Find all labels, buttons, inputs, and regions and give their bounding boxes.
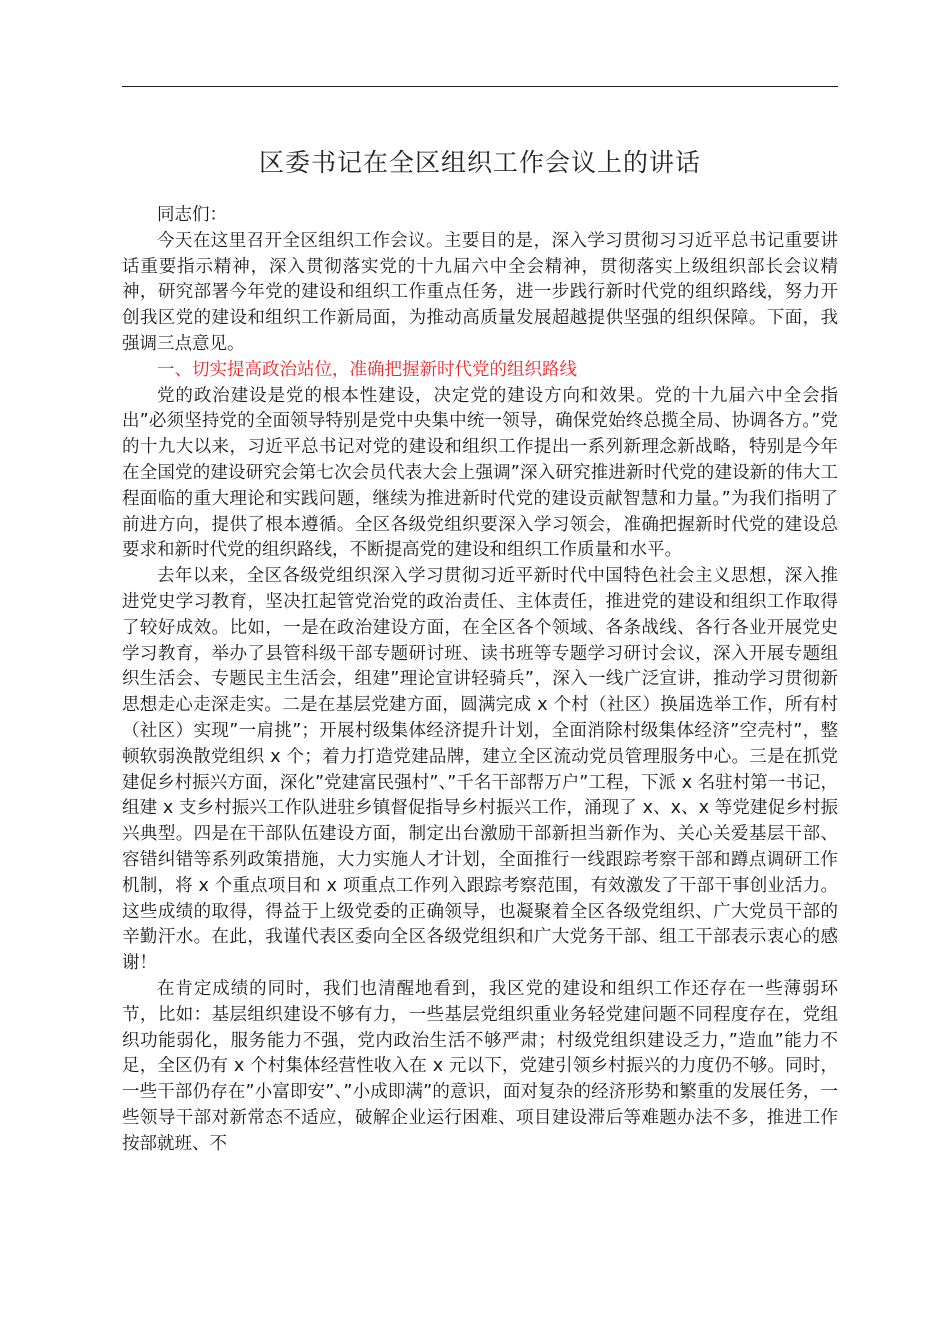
document-body: [122, 203, 838, 1157]
document-title: 区委书记在全区组织工作会议上的讲话: [258, 148, 701, 177]
salutation: 同志们：: [157, 205, 227, 225]
paragraph: 在肯定成绩的同时，我们也清醒地看到，我区党的建设和组织工作还存在一些薄弱环节，比如：基层组织建设不够有力，一些基层党组织重业务轻党建问题不同程度存在，党组织功能弱化，服务能力不强，党内政治生活不够严肃；村级党组织建设乏力，”造血”能力不足，全区仍有 x 个村集体经营性收入在 x 元以下，党建引领乡村振兴的力度仍不够。同时，一些干部仍存在”小富即安”、”小成即满”的意识，面对复杂的经济形势和繁重的发展任务，一些领导干部对新常态不适应，破解企业运行困难、项目建设滞后等难题办法不多，推进工作按部就班、不: [122, 978, 838, 1154]
paragraph: 党的政治建设是党的根本性建设，决定党的建设方向和效果。党的十九届六中全会指出”必须坚持党的全面领导特别是党中央集中统一领导，确保党始终总揽全局、协调各方。”党的十九大以来，习近平总书记对党的建设和组织工作提出一系列新理念新战略，特别是今年在全国党的建设研究会第七次会员代表大会上强调”深入研究推进新时代党的建设新的伟大工程面临的重大理论和实践问题，继续为推进新时代党的建设贡献智慧和力量。”为我们指明了前进方向，提供了根本遵循。全区各级党组织要深入学习领会，准确把握新时代党的建设总要求和新时代党的组织路线，不断提高党的建设和组织工作质量和水平。: [122, 385, 838, 561]
paragraph-intro: 今天在这里召开全区组织工作会议。主要目的是，深入学习贯彻习习近平总书记重要讲话重要指示精神，深入贯彻落实党的十九届六中全会精神，贯彻落实上级组织部长会议精神，研究部署今年党的建设和组织工作重点任务，进一步践行新时代党的组织路线，努力开创我区党的建设和组织工作新局面，为推动高质量发展超越提供坚强的组织保障。下面，我强调三点意见。: [122, 230, 838, 354]
paragraph: 去年以来，全区各级党组织深入学习贯彻习近平新时代中国特色社会主义思想，深入推进党史学习教育，坚决扛起管党治党的政治责任、主体责任，推进党的建设和组织工作取得了较好成效。比如，一是在政治建设方面，在全区各个领域、各条战线、各行各业开展党史学习教育，举办了县管科级干部专题研讨班、读书班等专题学习研讨会议，深入开展专题组织生活会、专题民主生活会，组建”理论宣讲轻骑兵”，深入一线广泛宣讲，推动学习贯彻新思想走心走深走实。二是在基层党建方面，圆满完成 x 个村（社区）换届选举工作，所有村（社区）实现”一肩挑”；开展村级集体经济提升计划，全面消除村级集体经济”空壳村”，整顿软弱涣散党组织 x 个；着力打造党建品牌，建立全区流动党员管理服务中心。三是在抓党建促乡村振兴方面，深化”党建富民强村”、”千名干部帮万户”工程，下派 x 名驻村第一书记，组建 x 支乡村振兴工作队进驻乡镇督促指导乡村振兴工作，涌现了 x、x、x 等党建促乡村振兴典型。四是在干部队伍建设方面，制定出台激励干部新担当新作为、关心关爱基层干部、容错纠错等系列政策措施，大力实施人才计划，全面推行一线跟踪考察干部和蹲点调研工作机制，将 x 个重点项目和 x 项重点工作列入跟踪考察范围，有效激发了干部干事创业活力。这些成绩的取得，得益于上级党委的正确领导，也凝聚着全区各级党组织、广大党员干部的辛勤汗水。在此，我谨代表区委向全区各级党组织和广大党务干部、组工干部表示衷心的感谢！: [122, 566, 838, 974]
section-heading: 一、切实提高政治站位，准确把握新时代党的组织路线: [157, 359, 577, 380]
header-rule: [122, 86, 838, 87]
